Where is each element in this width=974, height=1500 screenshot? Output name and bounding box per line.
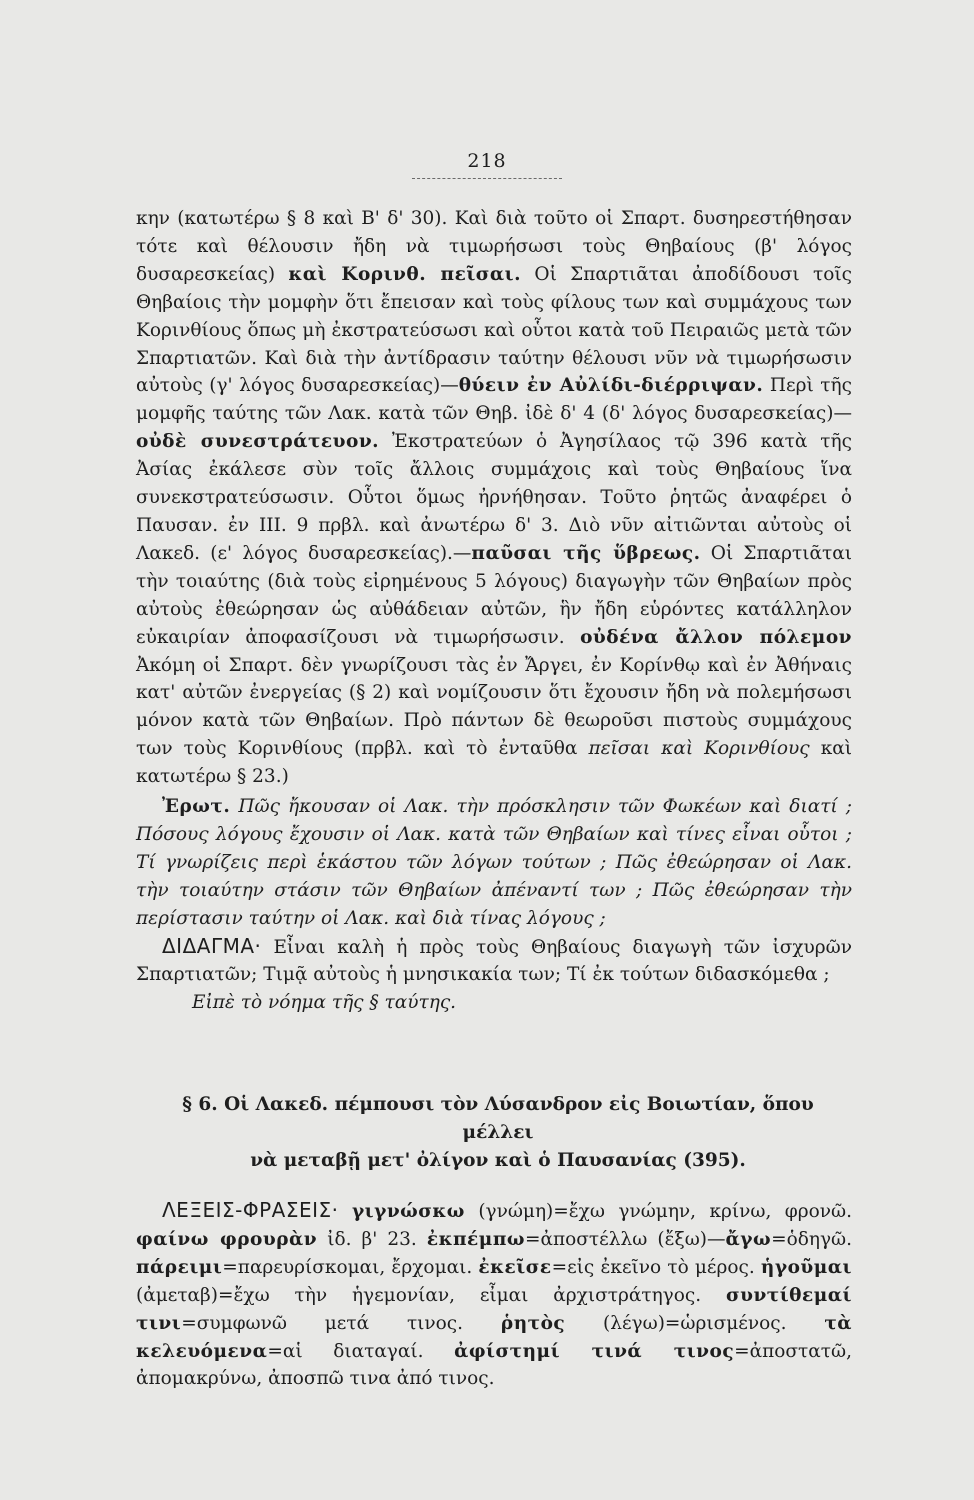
vocab-term: ἐκεῖσε — [478, 1256, 552, 1278]
vocabulary-paragraph: ΛΕΞΕΙΣ-ΦΡΑΣΕΙΣ· γιγνώσκω (γνώμη)=ἔχω γνώμην, κρίνω, φρονῶ. φαίνω φρουρὰν ἰδ. β' 23. ἐκπέμπω=ἀποστέλλω (ἔξω)—ἄγω=ὁδηγῶ. πάρειμι=παρευρίσκομαι, ἔρχομαι. ἐκεῖσε=εἰς ἐκεῖνο τὸ μέρος. ἡγοῦμαι (ἀμεταβ)=ἔχω τὴν ἡγεμονίαν, εἶμαι ἀρχιστράτηγος. συντίθεμαί τινι=συμφωνῶ μετά τινος. ῥητὸς (λέγω)=ὡρισμένος. τὰ κελευόμενα=αἱ διαταγαί. ἀφίστημί τινά τινος=ἀποστατῶ, ἀπομακρύνω, ἀποσπῶ τινα ἀπό τινος. — [136, 1198, 853, 1390]
vocab-term: ἡγοῦμαι — [760, 1256, 852, 1278]
vocab-term: ῥητὸς — [500, 1312, 566, 1334]
vocab-term: συντίθεμαί τινι — [136, 1284, 852, 1334]
commentary-paragraph: κην (κατωτέρω § 8 καὶ Β' δ' 30). Καὶ διὰ τοῦτο οἱ Σπαρτ. δυσηρεστήθησαν τότε καὶ θέλουσιν ἤδη νὰ τιμωρήσωσι τοὺς Θηβαίους (β' λόγος δυσαρεσκείας) καὶ Κορινθ. πεῖσαι. Οἱ Σπαρτιᾶται ἀποδίδουσι τοῖς Θηβαίοις τὴν μομφὴν ὅτι ἔπεισαν καὶ τοὺς φίλους των καὶ συμμάχους των Κορινθίους ὅπως μὴ ἐκστρατεύσωσι καὶ οὗτοι κατὰ τοῦ Πειραιῶς μετὰ τῶν Σπαρτιατῶν. Καὶ διὰ τὴν ἀντίδρασιν ταύτην θέλουσι νῦν νὰ τιμωρήσωσιν αὐτοὺς (γ' λόγος δυσαρεσκείας)—θύειν ἐν Αὐλίδι-διέρριψαν. Περὶ τῆς μομφῆς ταύτης τῶν Λακ. κατὰ τῶν Θηβ. ἰδὲ δ' 4 (δ' λόγος δυσαρεσκείας)—οὐδὲ συνεστράτευον. Ἐκστρατεύων ὁ Ἀγησίλαος τῷ 396 κατὰ τῆς Ἀσίας ἐκάλεσε σὺν τοῖς ἄλλοις συμμάχοις καὶ τοὺς Θηβαίους ἵνα συνεκστρατεύσωσιν. Οὗτοι ὅμως ἠρνήθησαν. Τοῦτο ῥητῶς ἀναφέρει ὁ Παυσαν. ἐν ΙΙΙ. 9 πρβλ. καὶ ἀνωτέρω δ' 3. Διὸ νῦν αἰτιῶνται αὐτοὺς οἱ Λακεδ. (ε' λόγος δυσαρεσκείας).—παῦσαι τῆς ὕβρεως. Οἱ Σπαρτιᾶται τὴν τοιαύτης (διὰ τοὺς εἰρημένους 5 λόγους) διαγωγὴν τῶν Θηβαίων πρὸς αὐτοὺς ἐθεώρησαν ὡς αὐθάδειαν αὐτῶν, ἣν ἤδη εὑρόντες κατάλληλον εὐκαιρίαν ἀποφασίζουσι νὰ τιμωρήσωσιν. οὐδένα ἄλλον πόλεμον Ἀκόμη οἱ Σπαρτ. δὲν γνωρίζουσι τὰς ἐν Ἄργει, ἐν Κορίνθῳ καὶ ἐν Ἀθήναις κατ' αὐτῶν ἐνεργείας (§ 2) καὶ νομίζουσιν ὅτι ἔχουσιν ἤδη νὰ πολεμήσωσι μόνον κατὰ τῶν Θηβαίων. Πρὸ πάντων δὲ θεωροῦσι πιστοὺς συμμάχους των τοὺς Κορινθίους (πρβλ. καὶ τὸ ἐνταῦθα πεῖσαι καὶ Κορινθίους καὶ κατωτέρω § 23.) — [136, 208, 853, 788]
didagma-label: ΔΙΔΑΓΜΑ· — [162, 933, 262, 958]
lemma: παῦσαι τῆς ὕβρεως. — [471, 542, 701, 564]
vocab-term: ἄγω — [725, 1228, 772, 1250]
section-heading: § 6. Οἱ Λακεδ. πέμπουσι τὸν Λύσανδρον εἰς Βοιωτίαν, ὅπου μέλλει νὰ μεταβῇ μετ' ὀλίγον καὶ ὁ Παυσανίας (395). — [182, 1094, 814, 1172]
vocab-term: γιγνώσκω — [351, 1201, 465, 1222]
questions-text: Πῶς ἤκουσαν οἱ Λακ. τὴν πρόσκλησιν τῶν Φωκέων καὶ διατί ; Πόσους λόγους ἔχουσιν οἱ Λακ. κατὰ τῶν Θηβαίων καὶ τίνες εἶναι οὗτοι ; Τί γνωρίζεις περὶ ἑκάστου τῶν λόγων τούτων ; Πῶς ἐθεώρησαν οἱ Λακ. τὴν τοιαύτην στάσιν τῶν Θηβαίων ἀπέναντί των ; Πῶς ἐθεώρησαν τὴν περίστασιν ταύτην οἱ Λακ. καὶ διὰ τίνας λόγους ; — [136, 796, 852, 929]
didagma-paragraph — [136, 933, 852, 990]
lemma: οὐδὲ συνεστράτευον. — [136, 431, 380, 453]
page-number: 218 — [0, 150, 974, 179]
vocab-term: πάρειμι — [136, 1256, 223, 1278]
vocab-term: ἀφίστημί τινά τινος — [454, 1340, 735, 1362]
page-body — [136, 205, 852, 1393]
didagma-prompt: Εἰπὲ τὸ νόημα τῆς § ταύτης. — [192, 992, 457, 1014]
vocab-term: ἐκπέμπω — [426, 1228, 526, 1250]
page-number-rule — [412, 178, 562, 179]
vocab-term: τὰ κελευόμενα — [136, 1312, 853, 1362]
didagma-text: Εἶναι καλὴ ἡ πρὸς τοὺς Θηβαίους διαγωγὴ τῶν ἰσχυρῶν Σπαρτιατῶν; Τιμᾷ αὐτοὺς ἡ μνησικακία των; Τί ἐκ τούτων διδασκόμεθα ; — [136, 936, 852, 986]
italic-quote: πεῖσαι καὶ Κορινθίους — [588, 738, 810, 760]
lemma: καὶ Κορινθ. πεῖσαι. — [288, 263, 522, 285]
lemma: θύειν ἐν Αὐλίδι-διέρριψαν. — [458, 375, 764, 397]
questions-paragraph — [136, 793, 852, 933]
vocab-term: φαίνω φρουρὰν — [136, 1228, 318, 1250]
questions-label: Ἐρωτ. — [162, 796, 231, 818]
vocabulary-label: ΛΕΞΕΙΣ-ΦΡΑΣΕΙΣ· — [162, 1198, 339, 1222]
lemma: οὐδένα ἄλλον πόλεμον — [580, 626, 852, 648]
